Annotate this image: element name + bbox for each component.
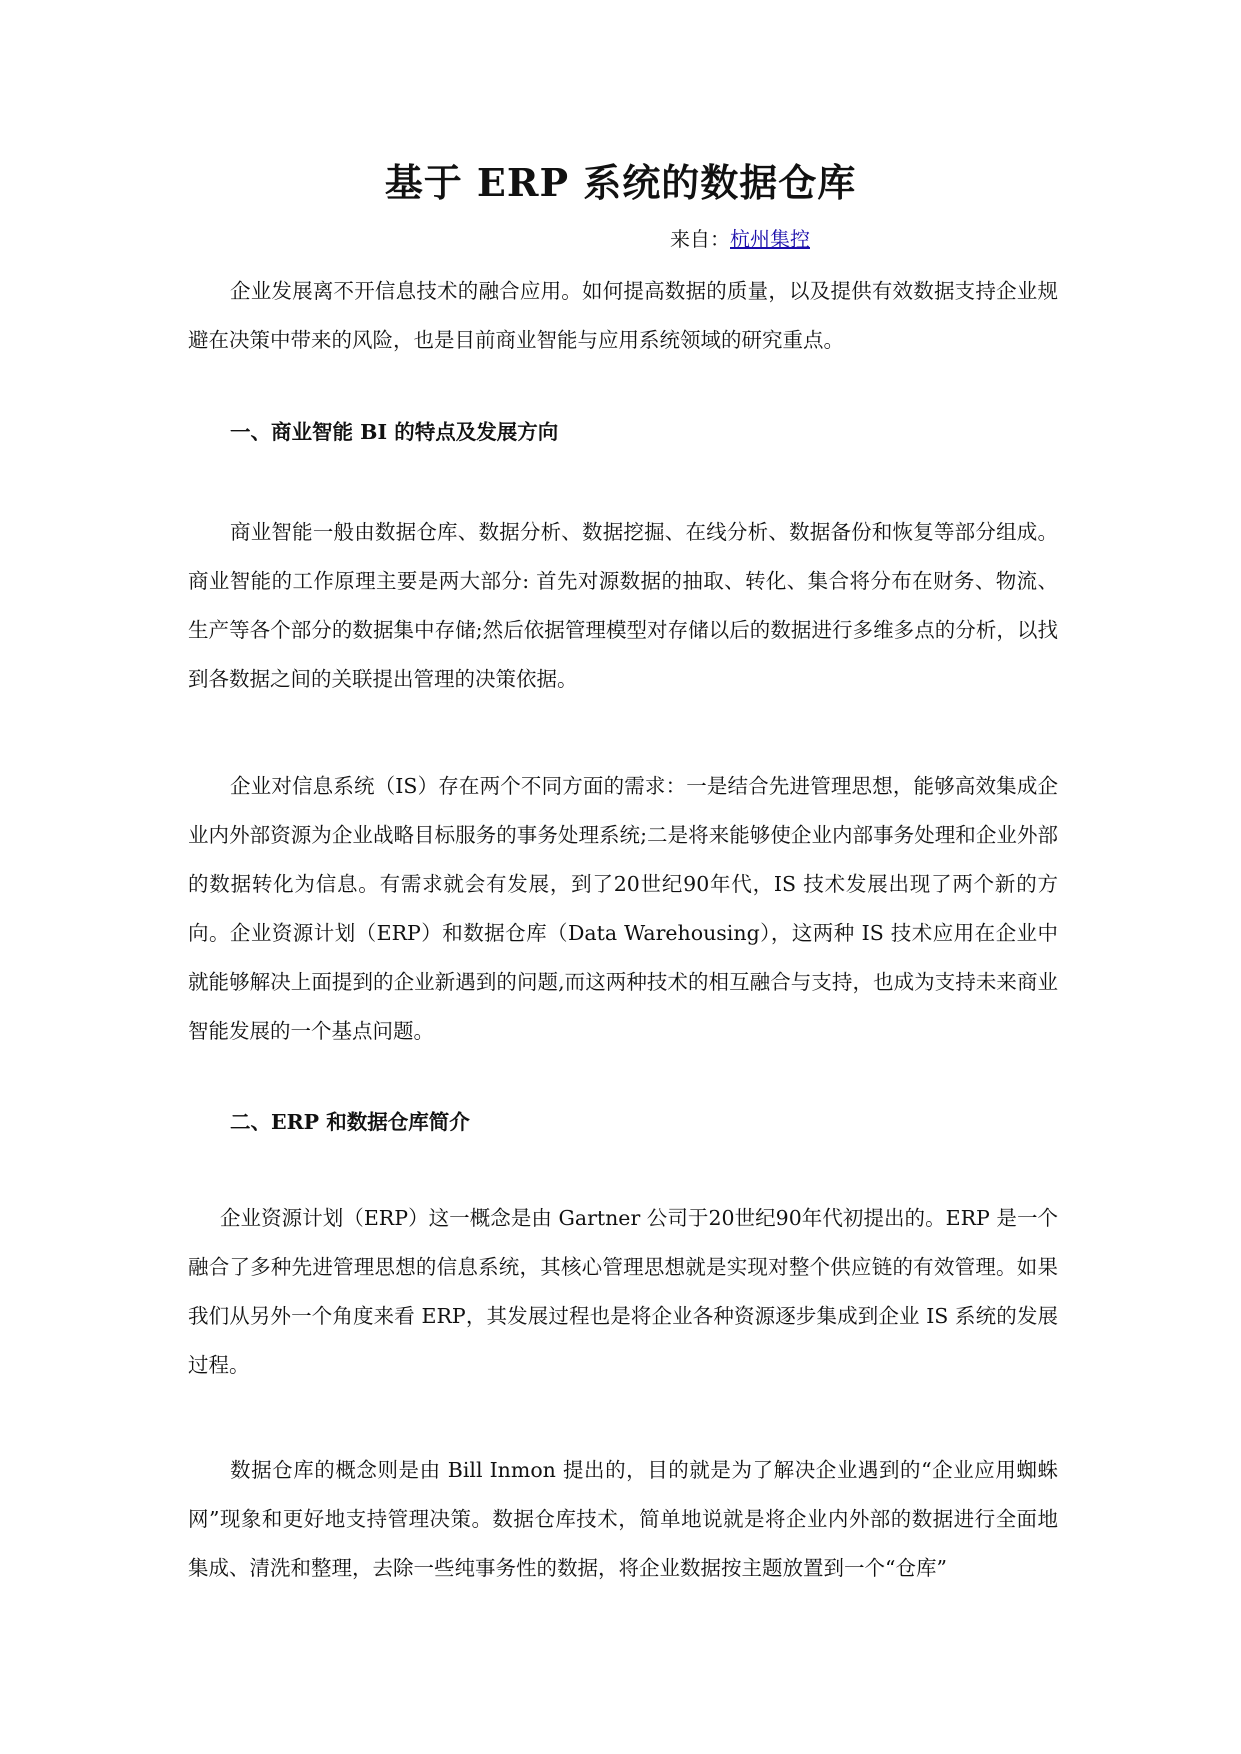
section2-paragraph-2: 数据仓库的概念则是由 Bill Inmon 提出的，目的就是为了解决企业遇到的“企业应用蜘蛛网”现象和更好地支持管理决策。数据仓库技术，简单地说就是将企业内外部的数据进行全面地集成、清洗和整理，去除一些纯事务性的数据，将企业数据按主题放置到一个“仓库” bbox=[188, 1458, 1058, 1580]
source-line bbox=[670, 224, 810, 254]
section2-paragraph-1: 企业资源计划（ERP）这一概念是由 Gartner 公司于20世纪90年代初提出的。ERP 是一个融合了多种先进管理思想的信息系统，其核心管理思想就是实现对整个供应链的有效管理。如果我们从另外一个角度来看 ERP，其发展过程也是将企业各种资源逐步集成到企业 IS 系统的发展过程。 bbox=[188, 1206, 1058, 1377]
source-label: 来自： bbox=[670, 227, 730, 251]
source-link[interactable]: 杭州集控 bbox=[730, 227, 810, 251]
document-title: 基于 ERP 系统的数据仓库 bbox=[384, 160, 857, 205]
section1-paragraph-2: 企业对信息系统（IS）存在两个不同方面的需求：一是结合先进管理思想，能够高效集成企业内外部资源为企业战略目标服务的事务处理系统;二是将来能够使企业内部事务处理和企业外部的数据转化为信息。有需求就会有发展，到了20世纪90年代，IS 技术发展出现了两个新的方向。企业资源计划（ERP）和数据仓库（Data Warehousing），这两种 IS 技术应用在企业中就能够解决上面提到的企业新遇到的问题,而这两种技术的相互融合与支持，也成为支持未来商业智能发展的一个基点问题。 bbox=[188, 774, 1058, 1043]
intro-paragraph: 企业发展离不开信息技术的融合应用。如何提高数据的质量，以及提供有效数据支持企业规避在决策中带来的风险，也是目前商业智能与应用系统领域的研究重点。 bbox=[188, 279, 1058, 352]
section2-heading: 二、ERP 和数据仓库简介 bbox=[230, 1110, 470, 1134]
section1-paragraph-1: 商业智能一般由数据仓库、数据分析、数据挖掘、在线分析、数据备份和恢复等部分组成。商业智能的工作原理主要是两大部分: 首先对源数据的抽取、转化、集合将分布在财务、物流、生产等各个部分的数据集中存储;然后依据管理模型对存储以后的数据进行多维多点的分析，以找到各数据之间的关联提出管理的决策依据。 bbox=[188, 520, 1058, 691]
section1-heading: 一、商业智能 BI 的特点及发展方向 bbox=[230, 420, 559, 444]
